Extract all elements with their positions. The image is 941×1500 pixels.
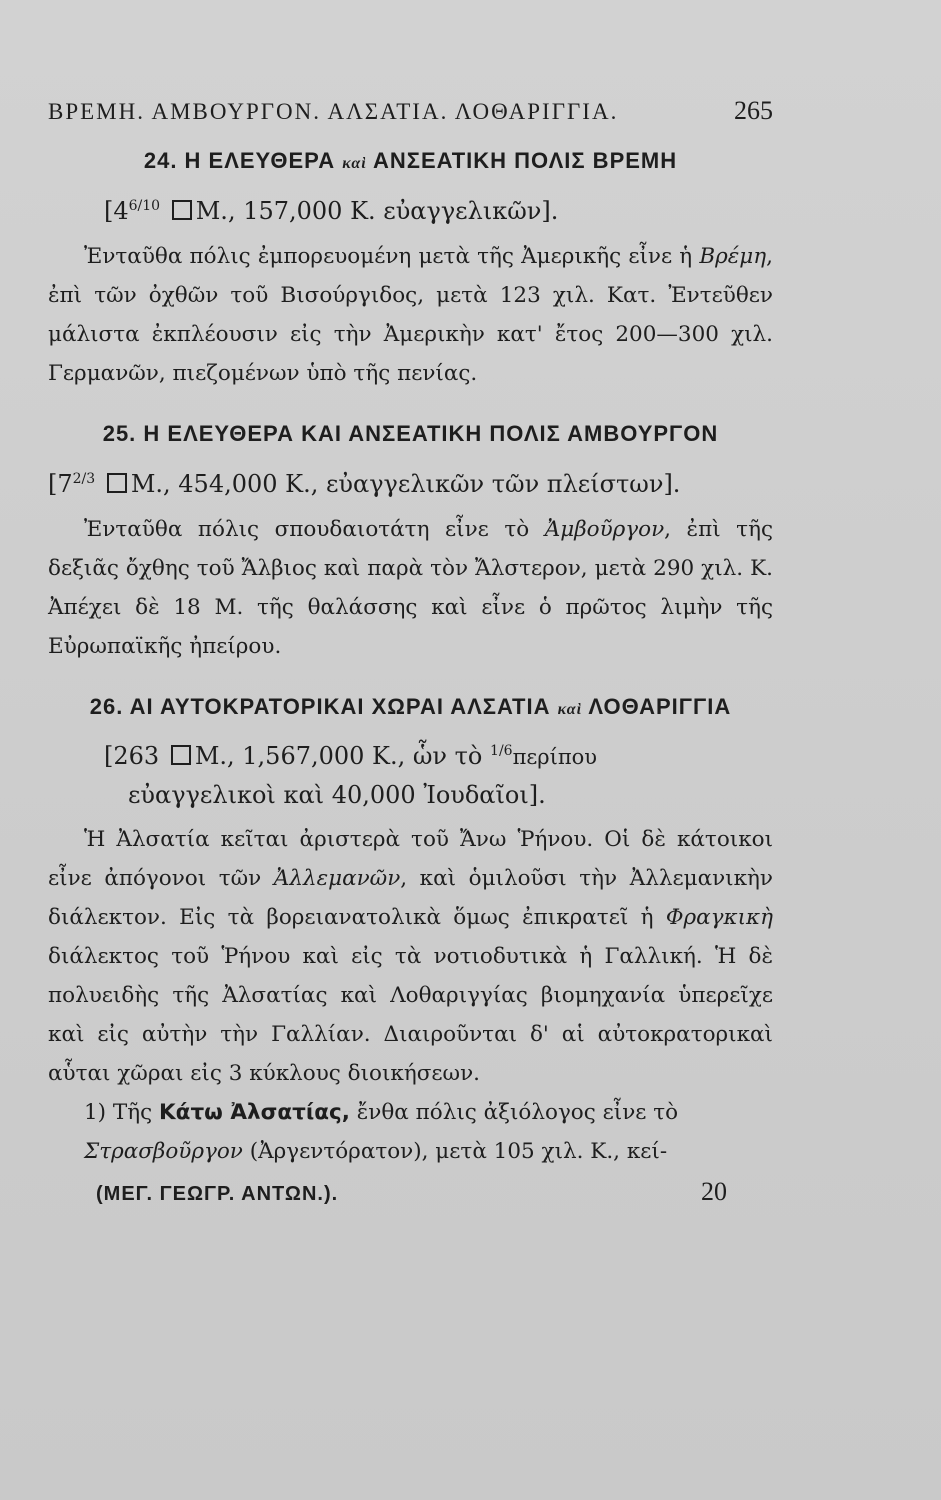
stats-fraction: 6/10: [128, 198, 161, 214]
paragraph-text: Ἐνταῦθα πόλις ἐμπορευομένη μετὰ τῆς Ἀμερικῆς εἶνε ἡ: [84, 244, 693, 269]
section-26-stats: [48, 732, 773, 814]
section-24-stats: [48, 186, 773, 231]
stats-text: Μ., 454,000 Κ., εὐαγγελικῶν τῶν πλείστων].: [130, 470, 681, 498]
italic-place-name: Ἀμβοῦργον: [544, 517, 665, 542]
square-mile-icon: [107, 473, 127, 493]
page-footer: [48, 1177, 773, 1207]
section-26-title-part2: ΛΟΘΑΡΙΓΓΙΑ: [588, 694, 732, 719]
section-25-stats: [48, 459, 773, 504]
section-26-title: [48, 694, 773, 720]
printer-signature: (ΜΕΓ. ΓΕΩΓΡ. ΑΝΤΩΝ.).: [96, 1183, 339, 1205]
paragraph-text: (Ἀργεντόρατον), μετὰ 105 χιλ. Κ., κεί-: [249, 1139, 668, 1164]
bold-region-name: Κάτω Ἀλσατίας,: [159, 1100, 350, 1125]
paragraph-text: διάλεκτος τοῦ Ῥήνου καὶ εἰς τὰ νοτιοδυτικὰ ἡ Γαλλική. Ἡ δὲ πολυειδὴς τῆς Ἀλσατίας καὶ Λοθαριγγίας βιομηχανία ὑπερεῖχε καὶ εἰς αὐτὴν τὴν Γαλλίαν. Διαιροῦνται δ' αἱ αὐτοκρατορικαὶ αὗται χῶραι εἰς 3 κύκλους διοικήσεων.: [48, 944, 773, 1086]
square-mile-icon: [171, 745, 191, 765]
section-24-title-part1: 24. Η ΕΛΕΥΘΕΡΑ: [143, 148, 336, 173]
section-24-title-kai: καὶ: [342, 155, 367, 172]
section-26-paragraph-1: [48, 820, 773, 1093]
stats-text: Μ., 157,000 Κ. εὐαγγελικῶν].: [195, 197, 559, 225]
section-24-paragraph: [48, 237, 773, 393]
section-24-title-part2: ΑΝΣΕΑΤΙΚΗ ΠΟΛΙΣ ΒΡΕΜΗ: [373, 148, 678, 173]
stats-bracket: [4: [104, 197, 129, 225]
section-26-paragraph-2: [48, 1093, 773, 1132]
running-header: [48, 96, 773, 126]
italic-place-name: Στρασβοῦργον: [84, 1139, 243, 1164]
section-24-title: [48, 148, 773, 174]
section-25-title: 25. Η ΕΛΕΥΘΕΡΑ ΚΑΙ ΑΝΣΕΑΤΙΚΗ ΠΟΛΙΣ ΑΜΒΟΥΡΓΟΝ: [102, 421, 719, 446]
italic-term: Φραγκικὴ: [665, 905, 773, 930]
page-content: [48, 96, 773, 1207]
page-number: 265: [734, 96, 773, 125]
stats-text: περίπου: [512, 745, 598, 769]
paragraph-text: , καὶ ὁμιλοῦσι τὴν Ἀλλεμανικὴν διάλεκτον. Εἰς τὰ βορειανατολικὰ ὅμως ἐπικρατεῖ ἡ: [48, 866, 773, 930]
section-26-title-part1: 26. ΑΙ ΑΥΤΟΚΡΑΤΟΡΙΚΑΙ ΧΩΡΑΙ ΑΛΣΑΤΙΑ: [89, 694, 551, 719]
sheet-number: 20: [701, 1177, 727, 1206]
stats-bracket: [7: [48, 470, 73, 498]
paragraph-text: Ἐνταῦθα πόλις σπουδαιοτάτη εἶνε τὸ: [84, 517, 530, 542]
paragraph-text: 1) Τῆς: [84, 1100, 153, 1125]
italic-place-name: Βρέμη: [699, 244, 767, 269]
stats-fraction: 2/3: [72, 471, 96, 487]
square-mile-icon: [172, 200, 192, 220]
paragraph-text: Ἡ Ἀλσατία κεῖται ἀριστερὰ τοῦ Ἄνω Ῥήνου. Οἱ δὲ κάτοικοι εἶνε ἀπόγονοι τῶν: [48, 827, 773, 891]
section-25-paragraph: [48, 510, 773, 666]
stats-fraction: 1/6: [490, 743, 513, 759]
paragraph-text: , ἐπὶ τῶν ὀχθῶν τοῦ Βισούργιδος, μετὰ 123 χιλ. Κατ. Ἐντεῦθεν μάλιστα ἐκπλέουσιν εἰς τὴν Ἀμερικὴν κατ' ἔτος 200—300 χιλ. Γερμανῶν, πιεζομένων ὑπὸ τῆς πενίας.: [48, 244, 774, 386]
running-title: ΒΡΕΜΗ. ΑΜΒΟΥΡΓΟΝ. ΑΛΣΑΤΙΑ. ΛΟΘΑΡΙΓΓΙΑ.: [48, 99, 619, 124]
stats-text: Μ., 1,567,000 Κ., ὧν τὸ: [194, 742, 483, 770]
paragraph-text: ἔνθα πόλις ἀξιόλογος εἶνε τὸ: [356, 1100, 679, 1125]
italic-term: Ἀλλεμανῶν: [273, 866, 401, 891]
stats-text-line2: εὐαγγελικοὶ καὶ 40,000 Ἰουδαῖοι].: [128, 781, 546, 809]
stats-bracket: [263: [104, 742, 160, 770]
paragraph-text: , ἐπὶ τῆς δεξιᾶς ὄχθης τοῦ Ἄλβιος καὶ παρὰ τὸν Ἄλστερον, μετὰ 290 χιλ. Κ. Ἀπέχει δὲ 18 Μ. τῆς θαλάσσης καὶ εἶνε ὁ πρῶτος λιμὴν τῆς Εὐρωπαϊκῆς ἠπείρου.: [48, 517, 774, 659]
section-26-paragraph-3: [48, 1132, 773, 1171]
section-26-title-kai: καὶ: [557, 701, 583, 718]
